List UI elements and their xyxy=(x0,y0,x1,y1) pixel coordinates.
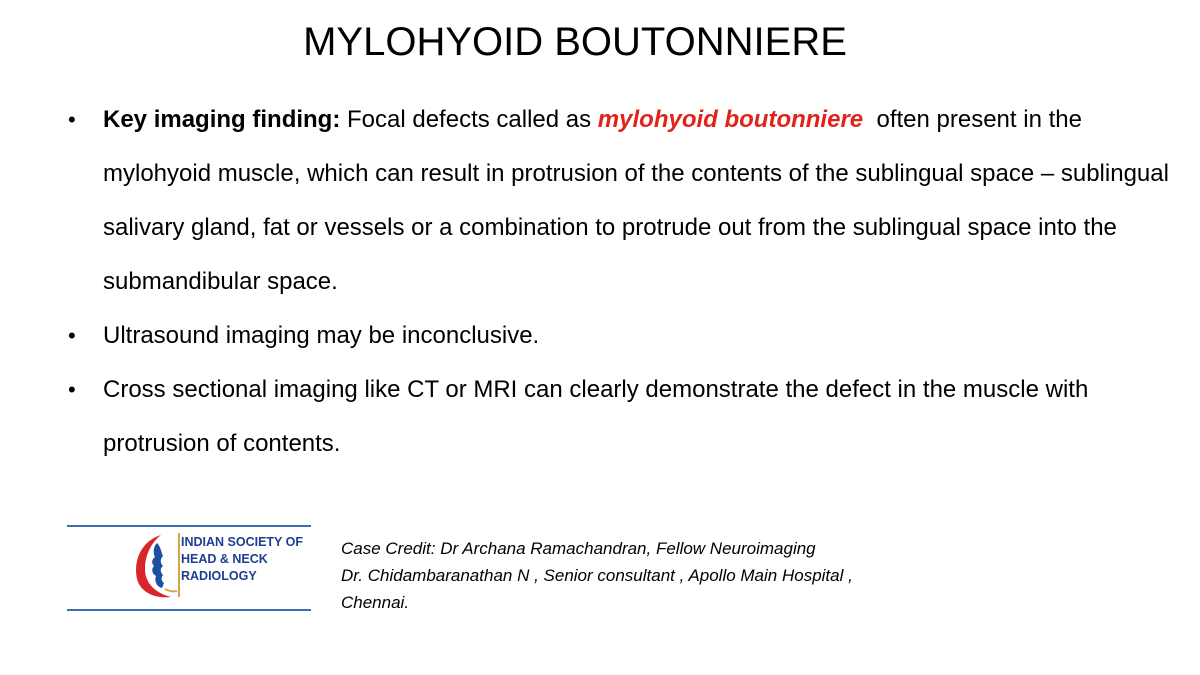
logo-line-2: HEAD & NECK xyxy=(181,552,268,566)
highlight-term: mylohyoid boutonniere xyxy=(597,106,864,133)
bullet-dot-icon: • xyxy=(68,323,76,348)
head-neck-emblem-icon xyxy=(131,531,179,603)
ultrasound-text: Ultrasound imaging may be inconclusive. xyxy=(103,322,540,349)
case-credit xyxy=(341,535,853,616)
key-finding-text-after: often present in the mylohyoid muscle, which can result in protrusion of the contents of the sublingual space – sublingual salivary gland, fat or vessels or a combination to protrude out from the sublingual space into the submandibular space. xyxy=(103,106,1176,295)
logo-line-3: RADIOLOGY xyxy=(181,569,257,583)
credit-line-2: Dr. Chidambaranathan N , Senior consultant , Apollo Main Hospital , xyxy=(341,566,853,585)
bullet-item-ultrasound xyxy=(60,309,1185,363)
key-finding-text-before: Focal defects called as xyxy=(340,106,598,133)
logo-text xyxy=(181,534,303,585)
bullet-dot-icon: • xyxy=(68,107,76,132)
logo-line-1: INDIAN SOCIETY OF xyxy=(181,535,304,549)
society-logo xyxy=(67,525,311,611)
credit-line-3: Chennai. xyxy=(341,593,410,612)
bullet-item-cross-sectional xyxy=(60,363,1185,471)
logo-bottom-rule xyxy=(67,609,311,611)
cross-sectional-text: Cross sectional imaging like CT or MRI can clearly demonstrate the defect in the muscle with protrusion of contents. xyxy=(103,376,1089,457)
logo-top-rule xyxy=(67,525,311,527)
bullet-dot-icon: • xyxy=(68,377,76,402)
key-finding-label: Key imaging finding: xyxy=(103,106,341,133)
slide-title: MYLOHYOID BOUTONNIERE xyxy=(303,20,847,64)
logo-divider xyxy=(178,533,180,597)
bullet-list xyxy=(60,93,1185,471)
bullet-item-key-finding xyxy=(60,93,1185,309)
credit-line-1: Case Credit: Dr Archana Ramachandran, Fellow Neuroimaging xyxy=(341,539,816,558)
